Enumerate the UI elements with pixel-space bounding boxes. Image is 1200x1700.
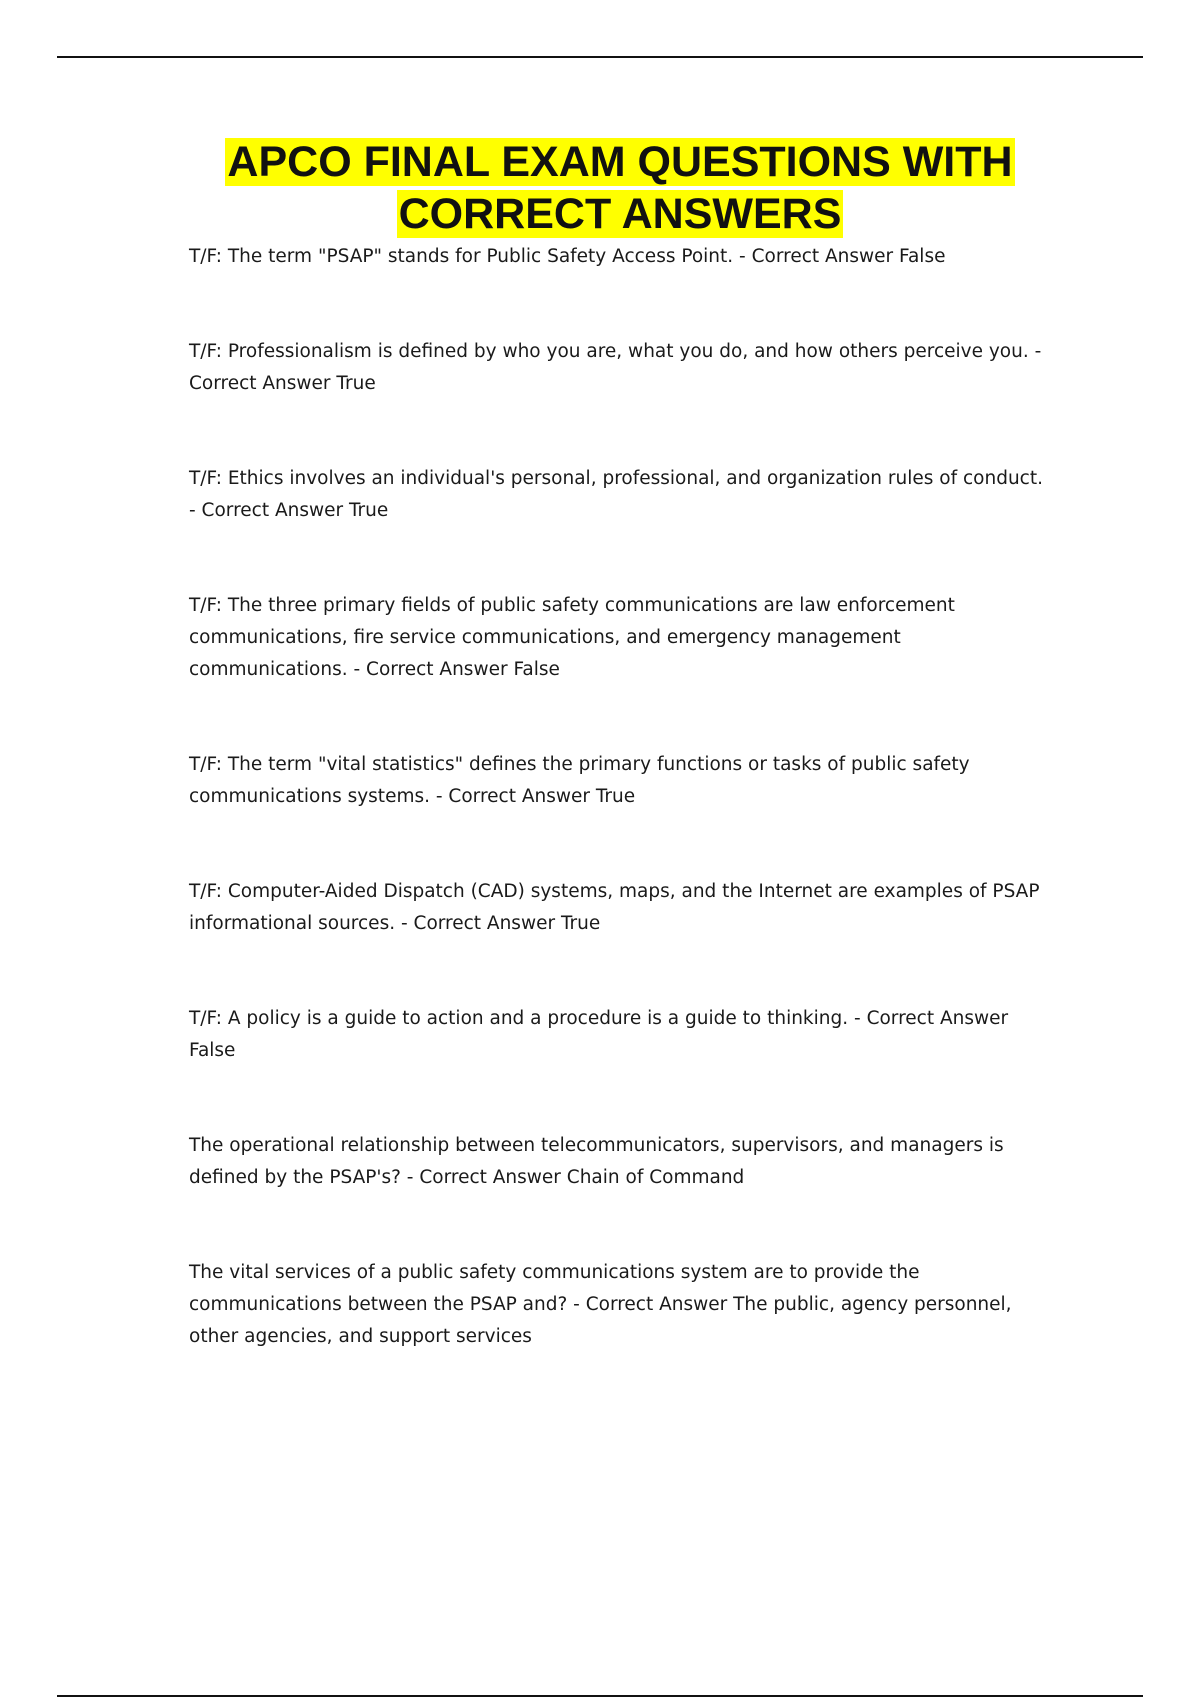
top-rule (57, 56, 1143, 58)
title-highlight: APCO FINAL EXAM QUESTIONS WITH CORRECT ANSWERS (227, 138, 1013, 238)
question-entry-1: T/F: The term "PSAP" stands for Public Safety Access Point. - Correct Answer False (189, 246, 946, 267)
question-entry-3: T/F: Ethics involves an individual's personal, professional, and organization rules of conduct. - Correct Answer True (189, 468, 1043, 521)
question-entry-5: T/F: The term "vital statistics" defines the primary functions or tasks of public safety communications systems. - Correct Answer True (189, 754, 970, 807)
question-entry-4: T/F: The three primary fields of public safety communications are law enforcement communications, fire service communications, and emergency management communications. - Correct Answer False (189, 595, 955, 680)
question-entry-2: T/F: Professionalism is defined by who you are, what you do, and how others perceive you. - Correct Answer True (189, 341, 1042, 394)
question-entry-9: The vital services of a public safety communications system are to provide the communications between the PSAP and? - Correct Answer The public, agency personnel, other agencies, and support services (189, 1262, 1012, 1347)
question-entry-8: The operational relationship between telecommunicators, supervisors, and managers is defined by the PSAP's? - Correct Answer Chain of Command (189, 1135, 1004, 1188)
question-entry-7: T/F: A policy is a guide to action and a procedure is a guide to thinking. - Correct Answer False (189, 1008, 1009, 1061)
question-entry-6: T/F: Computer-Aided Dispatch (CAD) systems, maps, and the Internet are examples of PSAP informational sources. - Correct Answer True (189, 881, 1040, 934)
bottom-rule (57, 1695, 1143, 1697)
document-title (170, 136, 1070, 240)
question-list (189, 241, 1049, 1416)
